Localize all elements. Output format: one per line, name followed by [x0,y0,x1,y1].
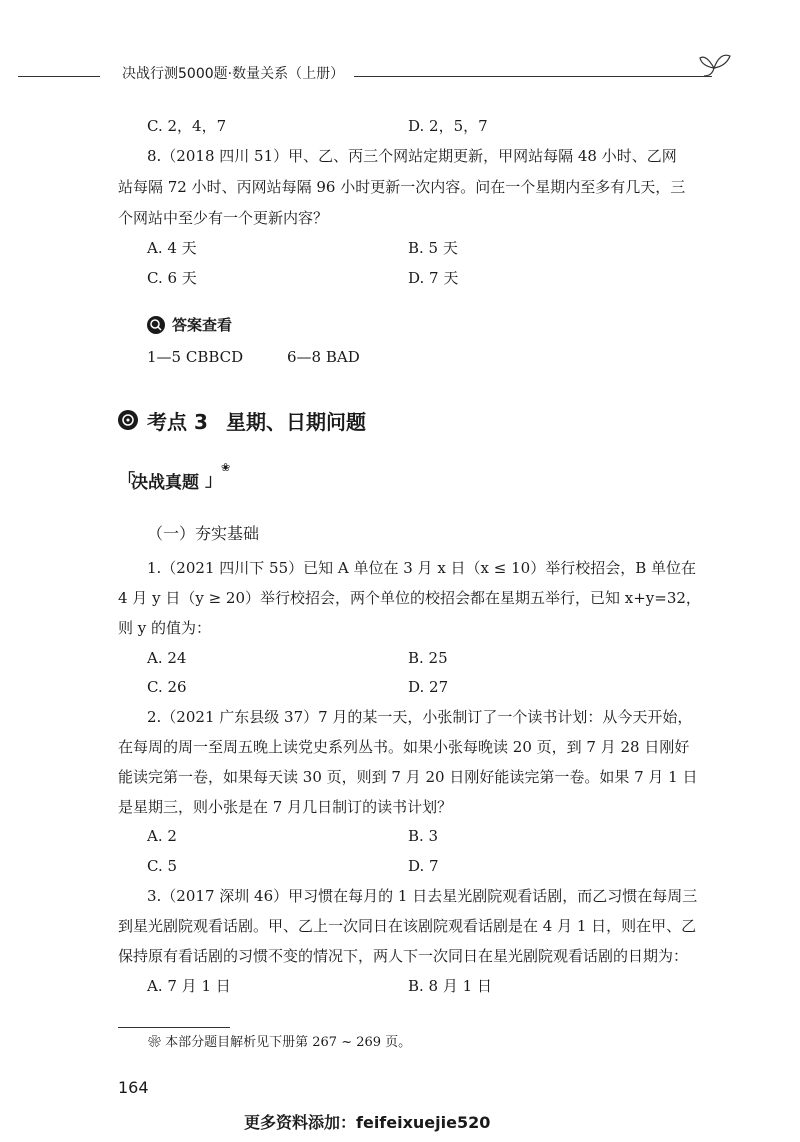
q3-line-2: 到星光剧院观看话剧。甲、乙上一次同日在该剧院观看话剧是在 4 月 1 日，则在甲、乙 [118,917,697,935]
q1-option-c: C. 26 [147,678,187,696]
watermark-text: 更多资料添加：feifeixuejie520 [244,1113,491,1132]
q8-option-c: C. 6 天 [147,269,197,287]
q7-option-c: C. 2，4，7 [147,117,227,135]
header-rule-left [18,76,100,77]
q8-option-a: A. 4 天 [147,239,197,257]
q8-option-b: B. 5 天 [408,239,458,257]
page-number: 164 [118,1078,149,1097]
q2-line-1: 2.（2021 广东县级 37）7 月的某一天，小张制订了一个读书计划：从今天开始， [147,708,693,726]
subsection-label: （一）夯实基础 [147,524,260,543]
q3-line-3: 保持原有看话剧的习惯不变的情况下，两人下一次同日在星光剧院观看话剧的日期为： [118,947,689,965]
answer-check-label: 答案查看 [172,316,233,334]
q8-line-2: 站每隔 72 小时、丙网站每隔 96 小时更新一次内容。问在一个星期内至多有几天，三 [118,178,686,196]
q8-line-1: 8.（2018 四川 51）甲、乙、丙三个网站定期更新，甲网站每隔 48 小时、乙网 [147,147,677,165]
q1-option-b: B. 25 [408,649,448,667]
q1-line-2: 4 月 y 日（y ≥ 20）举行校招会，两个单位的校招会都在星期五举行，已知 x+y=32， [118,589,701,607]
footnote: ❀ 本部分题目解析见下册第 267 ~ 269 页。 [148,1035,412,1050]
q1-line-1: 1.（2021 四川下 55）已知 A 单位在 3 月 x 日（x ≤ 10）举行校招会，B 单位在 [147,559,696,577]
q2-option-c: C. 5 [147,857,178,875]
answer-part-2: 6—8 BAD [287,348,360,366]
section-number: 考点 3 [147,410,208,434]
sprout-icon [696,48,736,84]
q2-line-4: 是星期三，则小张是在 7 月几日制订的读书计划？ [118,798,453,816]
q3-line-1: 3.（2017 深圳 46）甲习惯在每月的 1 日去星光剧院观看话剧，而乙习惯在每周三 [147,887,698,905]
zhenti-right-bracket: 」 [205,471,222,491]
zhenti-footnote-mark: ❀ [221,461,231,474]
q2-line-2: 在每周的周一至周五晚上读党史系列丛书。如果小张每晚读 20 页，到 7 月 28 日刚好 [118,738,690,756]
q3-option-a: A. 7 月 1 日 [147,977,231,995]
q1-line-3: 则 y 的值为： [118,619,212,637]
answer-part-1: 1—5 CBBCD [147,348,244,366]
header-title: 决战行测5000题·数量关系（上册） [122,66,345,82]
zhenti-label: 决战真题 [131,473,199,493]
q1-option-a: A. 24 [147,649,187,667]
q8-line-3: 个网站中至少有一个更新内容？ [118,209,329,227]
section-title: 星期、日期问题 [226,410,366,434]
q1-option-d: D. 27 [408,678,449,696]
zhenti-left-bracket: 「 [118,471,135,491]
footnote-rule [118,1027,230,1028]
q8-option-d: D. 7 天 [408,269,459,287]
q3-option-b: B. 8 月 1 日 [408,977,492,995]
answer-check-icon [147,316,165,334]
q2-option-b: B. 3 [408,827,439,845]
running-header [18,58,718,88]
q2-option-d: D. 7 [408,857,439,875]
section-icon [118,410,138,430]
q2-option-a: A. 2 [147,827,177,845]
q2-line-3: 能读完第一卷，如果每天读 30 页，则到 7 月 20 日刚好能读完第一卷。如果 7 月 1 日 [118,768,698,786]
header-rule-right [354,76,712,77]
q7-option-d: D. 2，5，7 [408,117,488,135]
